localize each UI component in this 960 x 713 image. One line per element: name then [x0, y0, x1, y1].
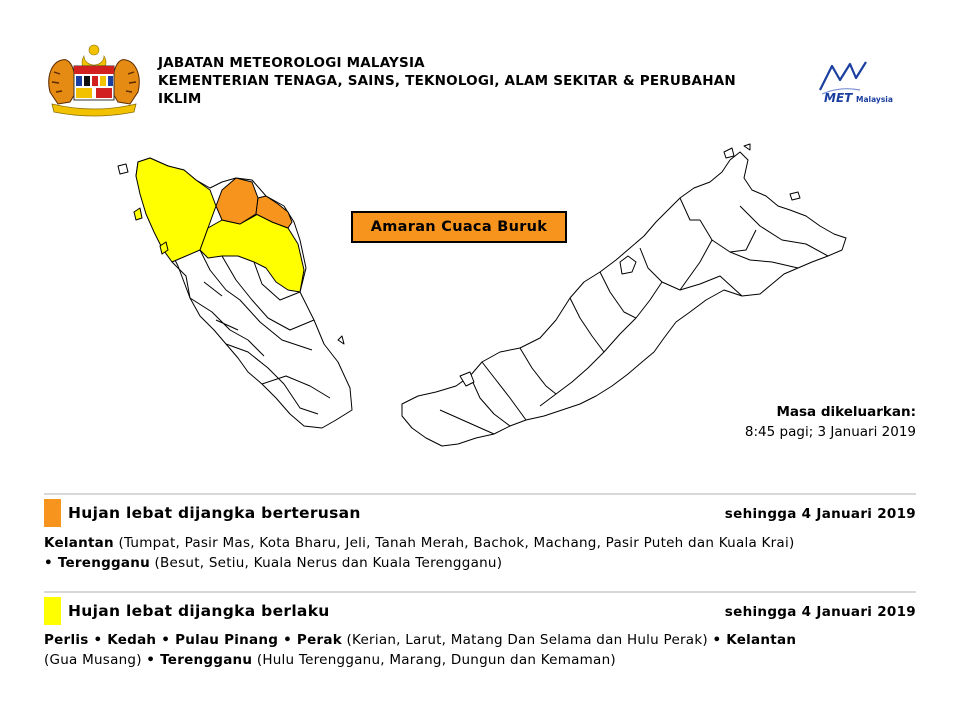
yellow-legend-swatch	[44, 597, 61, 625]
section-continuing-body	[44, 533, 924, 573]
state-name: • Terengganu	[146, 652, 253, 668]
section-until: sehingga 4 Januari 2019	[724, 604, 916, 620]
section-divider	[44, 591, 916, 593]
district-list: (Hulu Terengganu, Marang, Dungun dan Kemaman)	[252, 652, 616, 668]
met-malaysia-logo-icon	[810, 56, 920, 106]
orange-legend-swatch	[44, 499, 61, 527]
ministry-name: KEMENTERIAN TENAGA, SAINS, TEKNOLOGI, ALAM SEKITAR & PERUBAHAN	[158, 73, 736, 89]
header	[0, 0, 960, 130]
coat-of-arms-icon	[44, 42, 144, 118]
section-divider	[44, 493, 916, 495]
warning-title-box: Amaran Cuaca Buruk	[351, 211, 567, 243]
agency-name: JABATAN METEOROLOGI MALAYSIA	[158, 55, 425, 71]
ministry-name-cont: IKLIM	[158, 91, 202, 107]
svg-text:Malaysia: Malaysia	[856, 95, 893, 104]
section-title: Hujan lebat dijangka berlaku	[68, 602, 330, 620]
district-list: (Besut, Setiu, Kuala Nerus dan Kuala Terengganu)	[149, 555, 503, 571]
svg-text:MET: MET	[824, 91, 853, 105]
district-list: (Tumpat, Pasir Mas, Kota Bharu, Jeli, Tanah Merah, Bachok, Machang, Pasir Puteh dan Kuala Krai)	[113, 535, 795, 551]
state-name: • Terengganu	[44, 555, 150, 571]
issued-time-block	[745, 402, 916, 442]
section-until: sehingga 4 Januari 2019	[724, 506, 916, 522]
issued-value: 8:45 pagi; 3 Januari 2019	[744, 424, 916, 440]
agency-name-block	[158, 54, 736, 108]
district-list: (Kerian, Larut, Matang Dan Selama dan Hulu Perak)	[341, 632, 713, 648]
section-title: Hujan lebat dijangka berterusan	[68, 504, 361, 522]
issued-label: Masa dikeluarkan:	[776, 404, 916, 420]
state-name: Kelantan	[44, 535, 114, 551]
state-name: • Kelantan	[712, 632, 797, 648]
section-expected-body	[44, 630, 924, 670]
section-expected-header	[44, 597, 916, 625]
district-list: (Gua Musang)	[44, 652, 147, 668]
section-continuing-header	[44, 499, 916, 527]
state-name: Perlis • Kedah • Pulau Pinang • Perak	[44, 632, 342, 648]
